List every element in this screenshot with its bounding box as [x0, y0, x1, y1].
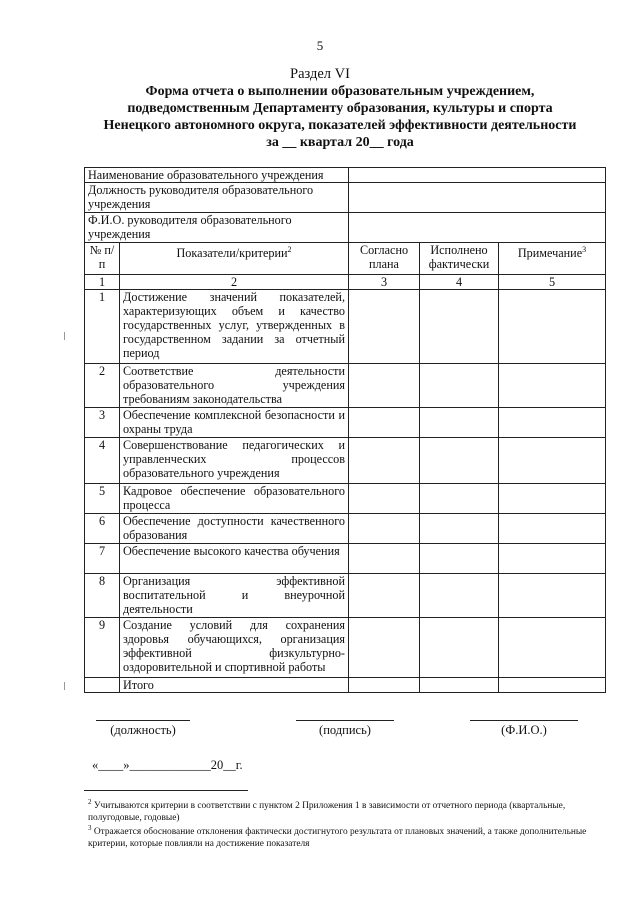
cell-plan[interactable] [349, 618, 420, 678]
info-value-position[interactable] [349, 183, 606, 213]
page-number: 5 [316, 38, 324, 53]
cell-fact[interactable] [420, 438, 499, 484]
footnote-ref-3: 3 [582, 245, 587, 254]
row-criteria: Кадровое обеспечение образовательного процесса [120, 484, 349, 514]
section-heading: Раздел VI [290, 66, 350, 82]
cell-fact[interactable] [420, 484, 499, 514]
cell-note[interactable] [499, 514, 606, 544]
cell-fact[interactable] [420, 408, 499, 438]
table-row [85, 618, 606, 678]
footnote-3 [88, 822, 602, 850]
cell-plan[interactable] [349, 438, 420, 484]
footnote-mark: 3 [88, 824, 92, 832]
col-number: 3 [349, 275, 420, 290]
name-label: (Ф.И.О.) [501, 723, 547, 737]
table-row [85, 408, 606, 438]
header-note [499, 243, 606, 275]
cell-fact[interactable] [420, 574, 499, 618]
footnote-2 [88, 796, 602, 824]
cell-note[interactable] [499, 544, 606, 574]
cell-plan[interactable] [349, 484, 420, 514]
total-row [85, 678, 606, 693]
header-note-text: Примечание [517, 246, 583, 261]
footnote-text: Отражается обоснование отклонения фактически достигнутого результата от плановых значений, а также дополнительные критерии, которые повлияли на достижение показателя [88, 827, 587, 850]
col-number: 5 [499, 275, 606, 290]
total-plan[interactable] [349, 678, 420, 693]
cell-plan[interactable] [349, 364, 420, 408]
table-row [85, 484, 606, 514]
info-label-position: Должность руководителя образовательного учреждения [85, 183, 349, 213]
cell-plan[interactable] [349, 544, 420, 574]
signature-line-signature[interactable] [296, 720, 394, 721]
row-criteria: Соответствие деятельности образовательного учреждения требованиям законодательства [120, 364, 349, 408]
col-number: 4 [420, 275, 499, 290]
header-num: № п/п [85, 243, 120, 275]
title-line: за __ квартал 20__ года [266, 135, 414, 150]
info-value-director[interactable] [349, 213, 606, 243]
row-number: 4 [85, 438, 120, 484]
cell-note[interactable] [499, 364, 606, 408]
cell-fact[interactable] [420, 514, 499, 544]
cell-fact[interactable] [420, 544, 499, 574]
footnote-separator [84, 790, 248, 791]
row-criteria: Обеспечение высокого качества обучения [120, 544, 349, 574]
table-row [85, 514, 606, 544]
row-number: 3 [85, 408, 120, 438]
header-criteria [120, 243, 349, 275]
cell-fact[interactable] [420, 618, 499, 678]
cell-plan[interactable] [349, 574, 420, 618]
info-label-institution: Наименование образовательного учреждения [85, 168, 349, 183]
position-label: (должность) [110, 723, 176, 737]
cell-note[interactable] [499, 618, 606, 678]
table-row [85, 438, 606, 484]
col-number: 1 [85, 275, 120, 290]
margin-mark [64, 682, 65, 690]
date-field[interactable]: «____»_____________20__г. [92, 758, 243, 772]
title-line: подведомственным Департаменту образования, культуры и спорта [127, 101, 553, 116]
footnote-mark: 2 [88, 798, 92, 806]
cell-plan[interactable] [349, 290, 420, 364]
cell-note[interactable] [499, 438, 606, 484]
signature-line-name[interactable] [470, 720, 578, 721]
row-number: 2 [85, 364, 120, 408]
row-number: 6 [85, 514, 120, 544]
cell-plan[interactable] [349, 514, 420, 544]
col-number: 2 [120, 275, 349, 290]
report-table [84, 167, 606, 693]
row-number: 1 [85, 290, 120, 364]
title-line: Форма отчета о выполнении образовательным учреждением, [145, 84, 535, 99]
info-value-institution[interactable] [349, 168, 606, 183]
header-criteria-text: Показатели/критерии [176, 246, 288, 261]
info-label-director: Ф.И.О. руководителя образовательного учреждения [85, 213, 349, 243]
cell-note[interactable] [499, 408, 606, 438]
table-row [85, 574, 606, 618]
cell-fact[interactable] [420, 364, 499, 408]
row-criteria: Обеспечение комплексной безопасности и охраны труда [120, 408, 349, 438]
header-fact: Исполнено фактически [420, 243, 499, 275]
total-label: Итого [120, 678, 349, 693]
footnote-ref-2: 2 [287, 245, 292, 254]
row-criteria: Совершенствование педагогических и управленческих процессов образовательного учреждения [120, 438, 349, 484]
row-number: 5 [85, 484, 120, 514]
cell-fact[interactable] [420, 290, 499, 364]
cell-note[interactable] [499, 290, 606, 364]
row-number: 9 [85, 618, 120, 678]
row-number: 8 [85, 574, 120, 618]
total-fact[interactable] [420, 678, 499, 693]
margin-mark [64, 332, 65, 340]
total-num-cell [85, 678, 120, 693]
cell-note[interactable] [499, 574, 606, 618]
footnote-text: Учитываются критерии в соответствии с пунктом 2 Приложения 1 в зависимости от отчетного периода (квартальные, полугодовые, годовые) [88, 801, 566, 824]
table-row [85, 364, 606, 408]
table-row [85, 290, 606, 364]
row-number: 7 [85, 544, 120, 574]
cell-note[interactable] [499, 484, 606, 514]
title-line: Ненецкого автономного округа, показателей эффективности деятельности [103, 118, 577, 133]
row-criteria: Обеспечение доступности качественного образования [120, 514, 349, 544]
row-criteria: Создание условий для сохранения здоровья обучающихся, организация эффективной физкультурно-оздоровительной и спортивной работы [120, 618, 349, 678]
table-row [85, 544, 606, 574]
cell-plan[interactable] [349, 408, 420, 438]
total-note[interactable] [499, 678, 606, 693]
form-title [60, 83, 620, 151]
signature-label: (подпись) [319, 723, 371, 737]
signature-line-position[interactable] [96, 720, 190, 721]
header-plan: Согласно плана [349, 243, 420, 275]
row-criteria: Достижение значений показателей, характеризующих объем и качество государственных услуг, утвержденных в государственном задании за отчетный период [120, 290, 349, 364]
row-criteria: Организация эффективной воспитательной и внеурочной деятельности [120, 574, 349, 618]
